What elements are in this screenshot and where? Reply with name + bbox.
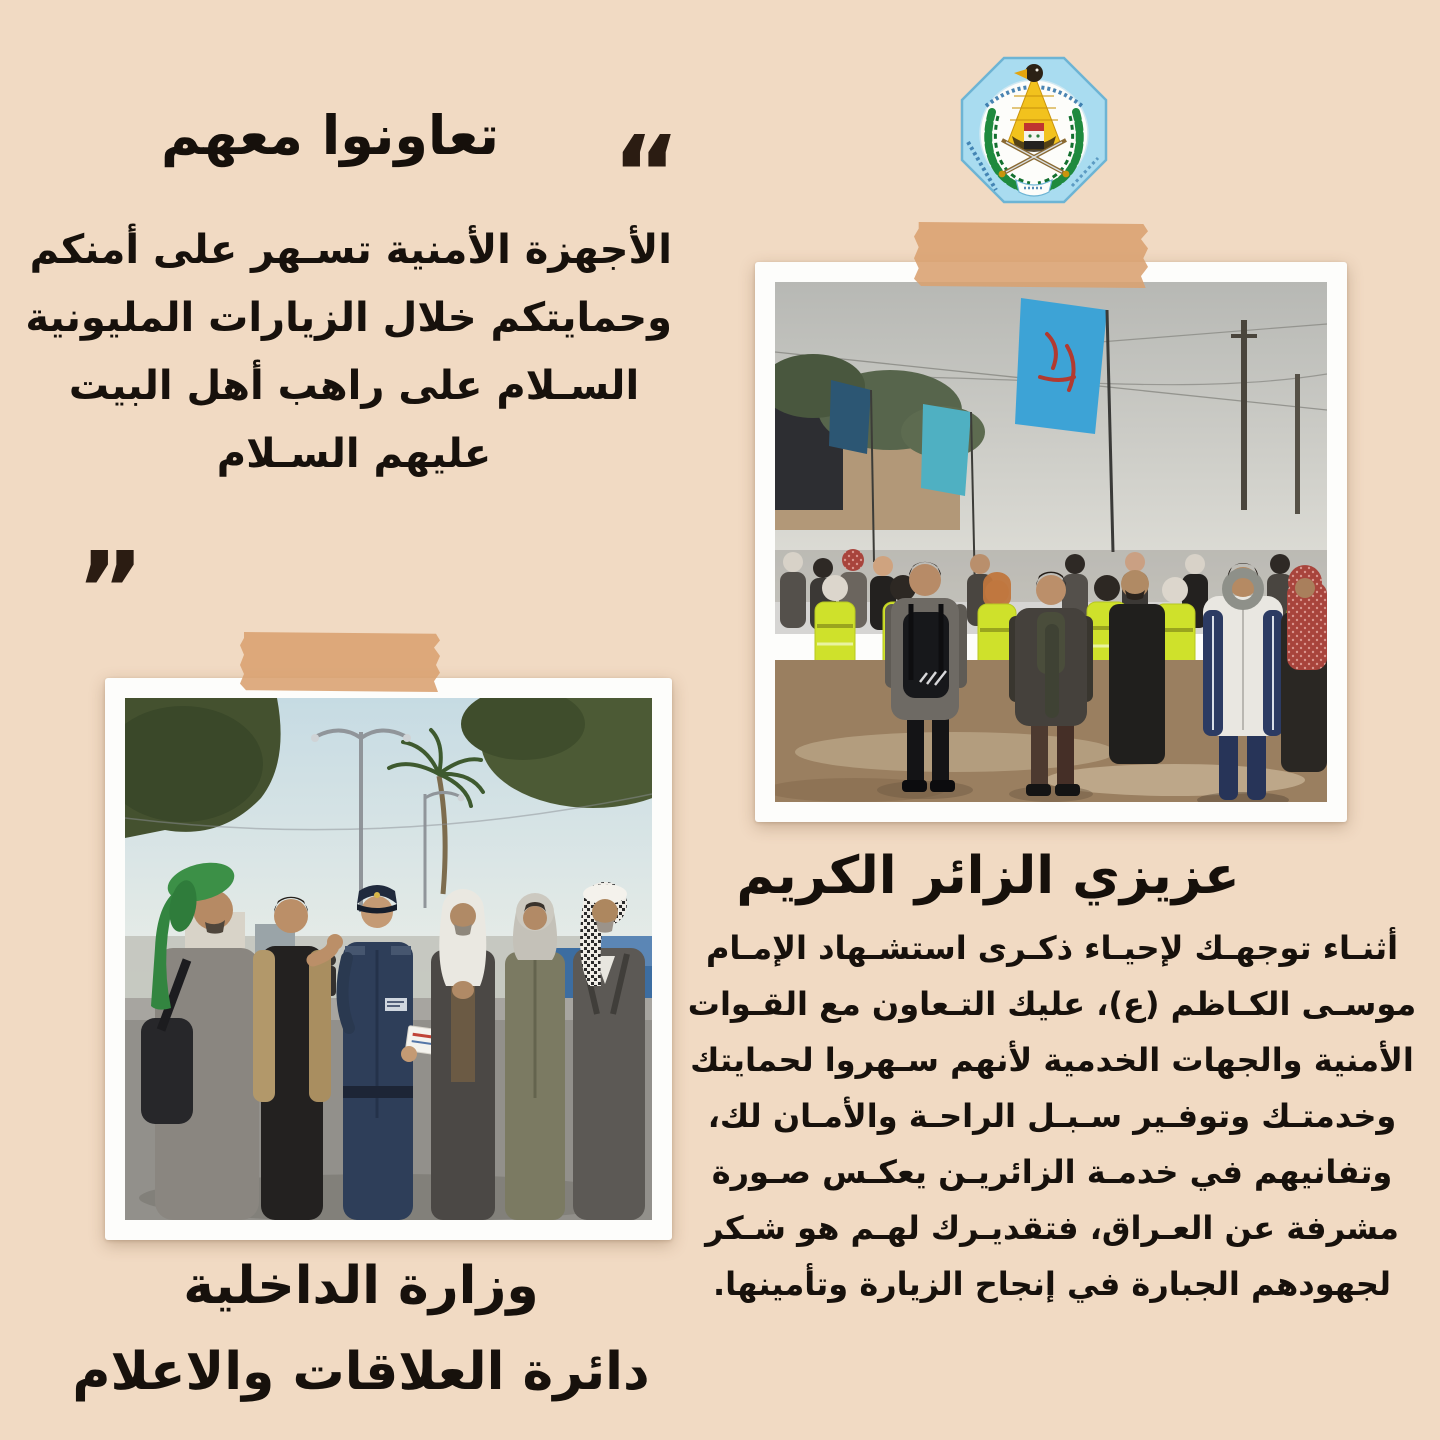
- intro-paragraph: [25, 216, 672, 488]
- tape-strip: [240, 632, 440, 692]
- officer-photo-illustration: [125, 698, 652, 1220]
- intro-line: عليهم السـلام: [216, 431, 492, 477]
- emblem-graphic: [952, 46, 1116, 214]
- ministry-name: وزارة الداخلية: [183, 1256, 539, 1316]
- visitor-line: موسـى الكـاظم (ع)، عليك التـعاون مع القـوات: [687, 985, 1417, 1023]
- photo-officer-pilgrims: [105, 678, 672, 1240]
- white-keffiyeh-man-figure: [431, 889, 495, 1220]
- visitor-line: أثنـاء توجهـك لإحيـاء ذكـرى استشـهاد الإمـام: [705, 929, 1399, 967]
- visitor-heading: عزيزي الزائر الكريم: [736, 846, 1240, 906]
- hooded-young-man-figure: [505, 893, 565, 1220]
- intro-heading: تعاونوا معهم: [161, 104, 499, 167]
- red-keffiyeh-man-figure: [1281, 565, 1327, 772]
- visitor-line: لجهودهم الجبارة في إنجاح الزيارة وتأمينها.: [713, 1265, 1391, 1303]
- open-quote-icon: “: [612, 113, 681, 235]
- intro-line: السـلام على راهب أهل البيت: [68, 363, 640, 409]
- visitor-line: وخدمتـك وتوفـير سـبـل الراحـة والأمـان لك،: [707, 1097, 1397, 1135]
- intro-line: وحمايتكم خلال الزيارات المليونية: [25, 295, 672, 341]
- visitor-line: وتفانيهم في خدمـة الزائريـن يعكـس صـورة: [711, 1153, 1393, 1191]
- crowd-photo-illustration: [775, 282, 1327, 802]
- visitor-paragraph: [678, 920, 1426, 1312]
- intro-line: الأجهزة الأمنية تسـهر على أمنكم: [29, 227, 672, 273]
- photo-pilgrims-crowd: [755, 262, 1347, 822]
- emblem-flag-shield: [1024, 123, 1044, 149]
- ministry-signature: [55, 1256, 667, 1402]
- ministry-of-interior-emblem: [952, 46, 1116, 214]
- department-name: دائرة العلاقات والاعلام: [72, 1342, 650, 1402]
- close-quote-icon: ”: [76, 529, 145, 651]
- visitor-line: الأمنية والجهات الخدمية لأنهم سـهروا لحمايتك: [690, 1041, 1414, 1079]
- tape-strip: [914, 222, 1148, 288]
- visitor-line: مشرفة عن العـراق، فتقديـرك لهـم هو شـكر: [705, 1209, 1399, 1247]
